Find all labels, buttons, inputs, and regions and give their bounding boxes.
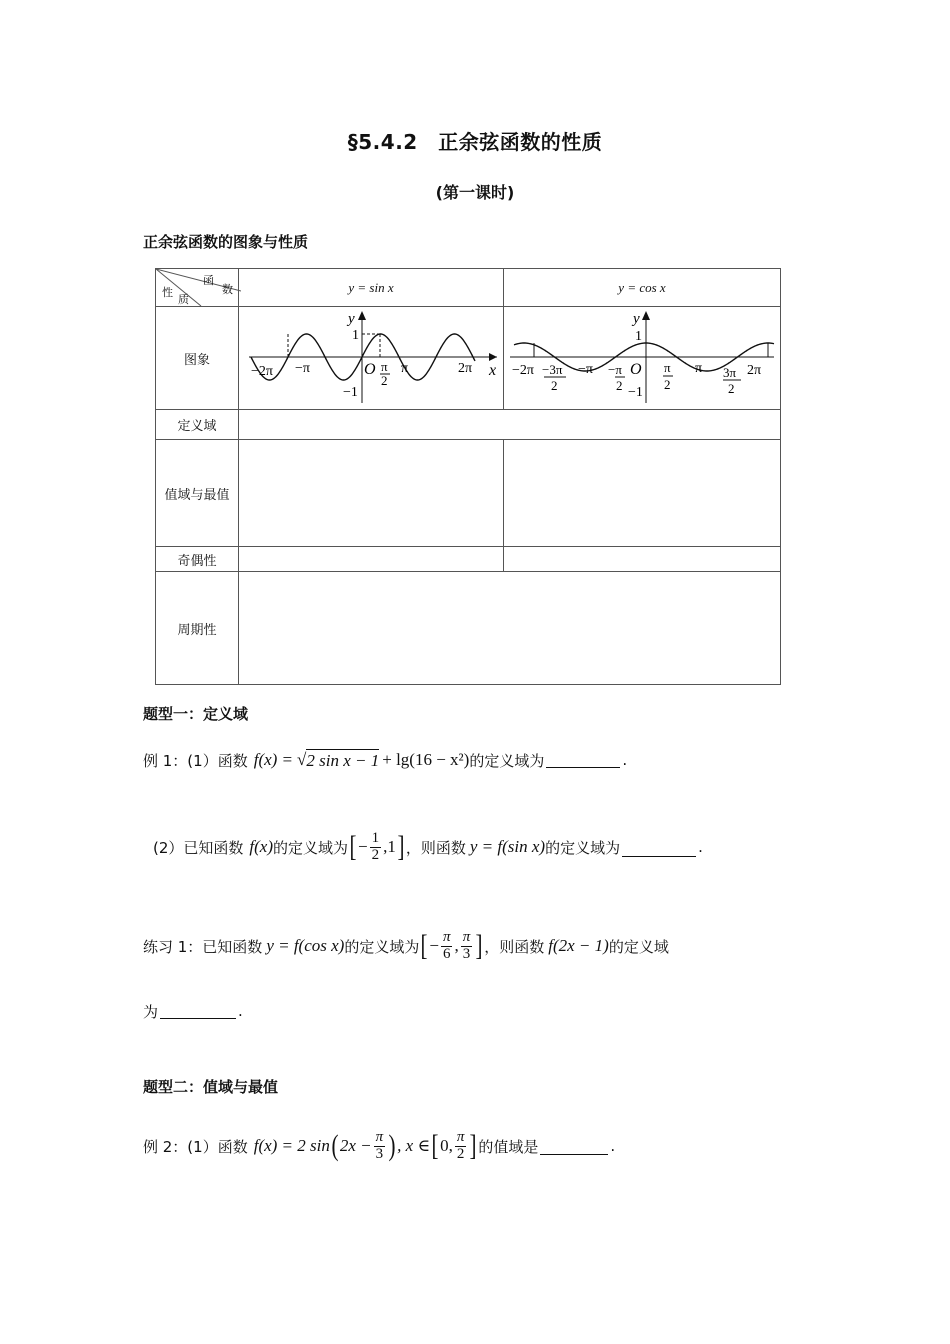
ex1-suffix: 的定义域为 [469,751,545,770]
frac-den: 3 [462,945,471,962]
pr1-prefix: 练习 1：已知函数 [143,937,263,956]
cos-pi2-den: 2 [664,377,671,392]
right-bracket: ] [397,830,405,863]
header-label-shu: 数 [222,283,233,296]
frac-den: 2 [456,1145,465,1162]
frac-num: π [375,1128,384,1145]
answer-blank[interactable] [160,1017,236,1019]
column-header-cos [504,269,781,307]
page-title: §5.4.2 正余弦函数的性质 [347,130,603,154]
ex1-2-prefix: (2）已知函数 [153,838,244,857]
cos-y-label: y [633,311,640,327]
ex1-2-mid2: ，则函数 [405,838,466,857]
table-header-corner [156,269,239,307]
left-bracket: [ [420,929,428,962]
ex2-domain: , x ∈ [397,1136,431,1155]
ex1-fx: f(x) = [253,750,294,769]
left-bracket: [ [349,830,357,863]
cos-label: y = cos x [618,279,666,295]
pr1-mid: 的定义域为 [344,937,420,956]
cos-neg-3pi2-num: −3π [542,362,563,377]
cos-y-arrow [642,311,650,320]
comma: , [454,936,459,955]
ex1-2-fx: f(x) [249,837,273,856]
frac-den: 2 [371,846,380,863]
frac-den: 3 [375,1145,384,1162]
cos-pi: π [695,361,703,376]
sin-x-arrow [489,353,497,361]
fraction [461,930,473,963]
ex2-int-start: 0, [440,1136,453,1155]
cos-neg-pi2-num: −π [608,362,622,377]
properties-table [155,268,781,685]
sin-y-arrow [358,311,366,320]
cos-neg-one-label: −1 [628,385,643,400]
minus-sign: − [429,936,439,955]
cos-graph-cell [504,307,781,410]
ex1-rest: + lg(16 − x²) [382,750,470,769]
column-header-sin [239,269,504,307]
ex1-end: . [622,751,628,769]
row-label-range: 值域与最值 [156,440,239,547]
ex1-2-mid: 的定义域为 [273,838,349,857]
header-label-xing: 性 [162,286,173,299]
sin-x-label: x [489,362,497,379]
right-bracket: ] [475,929,483,962]
cos-3pi2-den: 2 [728,381,735,396]
pr1-mid2: ，则函数 [484,937,545,956]
type2-heading: 题型二：值域与最值 [143,1078,279,1096]
ex2-end: . [610,1137,616,1155]
ex1-sqrt: 2 sin x − 1 [306,751,380,770]
ex2-suffix: 的值域是 [478,1137,539,1156]
example-1-2 [153,820,703,874]
ex1-2-end: . [698,838,703,856]
answer-blank[interactable] [540,1153,608,1155]
ex1-2-suffix: 的定义域为 [545,838,621,857]
sin-graph [239,307,503,405]
pr1-line2: 为 [143,1002,159,1021]
frac-num: π [442,928,451,945]
pr1-suffix: 的定义域 [608,937,669,956]
cos-range-answer-cell [504,440,781,547]
row-label-period: 周期性 [156,572,239,685]
frac-num: 1 [371,829,380,846]
sin-graph-cell [239,307,504,410]
sin-label: y = sin x [348,279,394,295]
sin-one-label: 1 [352,328,359,343]
sin-origin-label: O [364,361,376,378]
left-paren: ( [331,1129,339,1162]
ex2-fn: f(x) = 2 sin [253,1136,330,1155]
pr1-end: . [238,1002,243,1020]
example-2-1 [143,1120,615,1172]
sin-pi: π [401,361,409,376]
frac-num: π [462,928,471,945]
sin-neg-pi: −π [295,361,310,376]
sin-parity-answer-cell [239,547,504,572]
sin-y-label: y [348,311,355,327]
sin-neg-2pi: −2π [251,364,273,379]
page-subtitle: (第一课时) [435,183,515,202]
right-bracket: ] [469,1129,477,1162]
example-1-1 [143,745,627,775]
table-section-heading: 正余弦函数的图象与性质 [143,233,309,251]
cos-neg-pi: −π [578,362,593,377]
sin-pi2-num: π [381,359,388,374]
minus-sign: − [358,837,368,856]
left-bracket: [ [431,1129,439,1162]
cos-parity-answer-cell [504,547,781,572]
cos-neg-pi2-den: 2 [616,378,623,393]
ex2-inner: 2x − [339,1136,372,1155]
ex2-prefix: 例 2：(1）函数 [143,1137,248,1156]
cos-origin-label: O [630,361,642,378]
right-paren: ) [388,1129,396,1162]
header-label-zhi: 质 [178,293,189,306]
sin-range-answer-cell [239,440,504,547]
cos-neg-3pi2-den: 2 [551,378,558,393]
practice-1 [143,920,669,972]
cos-3pi2-num: 3π [723,365,737,380]
fraction [370,831,382,864]
ex1-2-fn: y = f(sin x) [469,837,546,856]
sin-neg-one-label: −1 [343,385,358,400]
pr1-fn: y = f(cos x) [266,936,345,955]
frac-num: π [456,1128,465,1145]
row-label-domain: 定义域 [156,410,239,440]
row-label-parity: 奇偶性 [156,547,239,572]
cos-one-label: 1 [635,329,642,344]
answer-blank[interactable] [622,855,696,857]
row-label-graph: 图象 [156,307,239,410]
header-label-han: 函 [203,274,214,287]
sin-pi2-den: 2 [381,373,388,388]
domain-answer-cell [239,410,781,440]
cos-neg-2pi: −2π [512,363,534,378]
sqrt-sign: √ [297,750,307,769]
ex1-prefix: 例 1：(1）函数 [143,751,248,770]
interval-end: ,1 [383,837,396,856]
type1-heading: 题型一：定义域 [143,705,249,723]
cos-graph [504,307,780,405]
fraction [455,1130,467,1163]
fraction [374,1130,386,1163]
answer-blank[interactable] [546,766,620,768]
fraction [441,930,453,963]
cos-pi2-num: π [664,360,671,375]
sin-2pi: 2π [458,361,473,376]
period-answer-cell [239,572,781,685]
practice-1-line2 [143,1000,243,1022]
pr1-fn2: f(2x − 1) [548,936,609,955]
frac-den: 6 [442,945,451,962]
cos-2pi: 2π [747,363,762,378]
